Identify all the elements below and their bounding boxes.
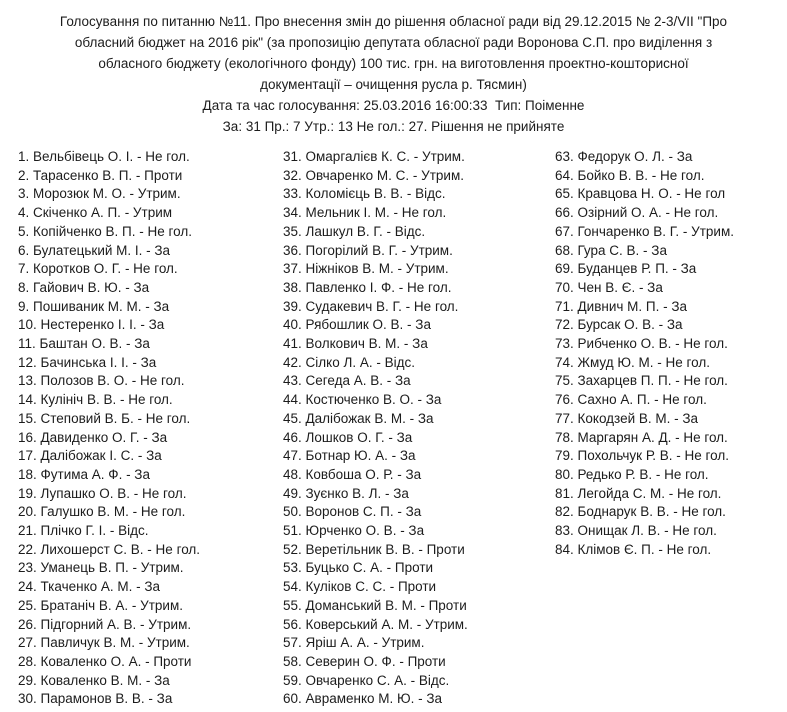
title-line-1: Голосування по питанню №11. Про внесення змін до рішення обласної ради від 29.12.2015 № 2-3/VII "Про [59,14,728,29]
vote-columns [0,148,787,709]
title-line-3: обласного бюджету (екологічного фонду) 100 тис. грн. на виготовлення проектно-кошторисної [98,56,689,71]
vote-list-item: 70. Чен В. Є. - За [555,279,663,295]
vote-list-item: 20. Галушко В. М. - Не гол. [18,504,186,520]
vote-list-item: 56. Коверський А. М. - Утрим. [283,616,468,632]
vote-list-item: 9. Пошиваник М. М. - За [18,298,170,314]
vote-list-item: 13. Полозов В. О. - Не гол. [18,373,185,389]
vote-list-item: 66. Озірний О. А. - Не гол. [555,205,719,221]
vote-column-2 [283,148,555,709]
title-line-4: документації – очищення русла р. Тясмин) [260,77,527,92]
vote-list-item: 45. Далібожак В. М. - За [283,410,434,426]
vote-list-item: 8. Гайович В. Ю. - За [18,279,150,295]
vote-list-item: 78. Маргарян А. Д. - Не гол. [555,429,728,445]
vote-list-item: 25. Братаніч В. А. - Утрим. [18,597,183,613]
datetime-line: Дата та час голосування: 25.03.2016 16:00:33 Тип: Поіменне [202,98,585,113]
vote-list-item: 68. Гура С. В. - За [555,242,667,258]
vote-list-item: 46. Лошков О. Г. - За [283,429,413,445]
vote-list-item: 16. Давиденко О. Г. - За [18,429,168,445]
vote-list-item: 83. Онищак Л. В. - Не гол. [555,523,717,539]
document-header [0,0,787,137]
vote-column-1 [18,148,283,709]
vote-list-item: 84. Клімов Є. П. - Не гол. [555,541,712,557]
vote-list-item: 11. Баштан О. В. - За [18,336,150,352]
vote-list-item: 10. Нестеренко І. І. - За [18,317,165,333]
vote-list-item: 51. Юрченко О. В. - За [283,523,425,539]
vote-list-item: 29. Коваленко В. М. - За [18,672,170,688]
vote-list-item: 6. Булатецький М. І. - За [18,242,171,258]
vote-list-item: 28. Коваленко О. А. - Проти [18,653,192,669]
vote-list-item: 30. Парамонов В. В. - За [18,691,173,707]
vote-list-item: 52. Веретільник В. В. - Проти [283,541,465,557]
vote-list-item: 33. Коломієць В. В. - Відс. [283,186,446,202]
vote-list-item: 81. Легойда С. М. - Не гол. [555,485,722,501]
vote-list-item: 24. Ткаченко А. М. - За [18,579,161,595]
vote-list-item: 58. Северин О. Ф. - Проти [283,653,446,669]
vote-list-item: 27. Павличук В. М. - Утрим. [18,635,190,651]
vote-list-item: 15. Степовий В. Б. - Не гол. [18,410,191,426]
vote-list-item: 38. Павленко І. Ф. - Не гол. [283,279,452,295]
vote-list-item: 76. Сахно А. П. - Не гол. [555,392,707,408]
vote-list-item: 18. Футима А. Ф. - За [18,466,150,482]
vote-list-item: 71. Дивнич М. П. - За [555,298,688,314]
vote-list-item: 42. Сілко Л. А. - Відс. [283,354,415,370]
vote-list-item: 53. Буцько С. А. - Проти [283,560,434,576]
vote-list-item: 77. Кокодзей В. М. - За [555,410,699,426]
vote-list-item: 43. Сегеда А. В. - За [283,373,411,389]
vote-list-item: 67. Гончаренко В. Г. - Утрим. [555,223,734,239]
vote-list-item: 79. Похольчук Р. В. - Не гол. [555,448,730,464]
vote-list-item: 63. Федорук О. Л. - За [555,149,693,164]
vote-list-item: 2. Тарасенко В. П. - Проти [18,167,183,183]
vote-list-item: 82. Боднарук В. В. - Не гол. [555,504,726,520]
vote-list-item: 59. Овчаренко С. А. - Відс. [283,672,450,688]
vote-list-item: 69. Буданцев Р. П. - За [555,261,697,277]
vote-list-item: 50. Воронов С. П. - За [283,504,422,520]
vote-list-item: 37. Ніжніков В. М. - Утрим. [283,261,449,277]
vote-list-item: 75. Захарцев П. П. - Не гол. [555,373,728,389]
vote-list-item: 44. Костюченко В. О. - За [283,392,442,408]
vote-list-item: 3. Морозюк М. О. - Утрим. [18,186,181,202]
vote-list-item: 34. Мельник І. М. - Не гол. [283,205,447,221]
vote-list-item: 80. Редько Р. В. - Не гол. [555,466,709,482]
vote-list-item: 32. Овчаренко М. С. - Утрим. [283,167,464,183]
vote-list-item: 74. Жмуд Ю. М. - Не гол. [555,354,710,370]
result-line: За: 31 Пр.: 7 Утр.: 13 Не гол.: 27. Рішення не прийняте [222,119,565,134]
vote-list-item: 17. Далібожак І. С. - За [18,448,162,464]
vote-list-item: 21. Плічко Г. І. - Відс. [18,523,149,539]
vote-list-item: 54. Куліков С. С. - Проти [283,579,437,595]
vote-list-item: 65. Кравцова Н. О. - Не гол [555,186,726,202]
vote-list-item: 31. Омаргалієв К. С. - Утрим. [283,149,465,164]
vote-list-item: 55. Доманський В. М. - Проти [283,597,467,613]
vote-list-item: 47. Ботнар Ю. А. - За [283,448,416,464]
vote-list-item: 60. Авраменко М. Ю. - За [283,691,443,707]
vote-list-item: 23. Уманець В. П. - Утрим. [18,560,184,576]
vote-list-item: 19. Лупашко О. В. - Не гол. [18,485,187,501]
vote-list-item: 35. Лашкул В. Г. - Відс. [283,223,426,239]
vote-list-item: 22. Лихошерст С. В. - Не гол. [18,541,201,557]
vote-list-item: 41. Волкович В. М. - За [283,336,428,352]
vote-list-item: 12. Бачинська І. І. - За [18,354,157,370]
vote-list-item: 64. Бойко В. В. - Не гол. [555,167,705,183]
vote-list-item: 39. Судакевич В. Г. - Не гол. [283,298,459,314]
vote-list-item: 36. Погорілий В. Г. - Утрим. [283,242,453,258]
title-line-2: обласний бюджет на 2016 рік" (за пропозицію депутата обласної ради Воронова С.П. про виділення з [74,35,713,50]
vote-list-item: 57. Яріш А. А. - Утрим. [283,635,425,651]
vote-list-item: 40. Рябошлик О. В. - За [283,317,431,333]
vote-list-item: 72. Бурсак О. В. - За [555,317,683,333]
vote-list-item: 26. Підгорний А. В. - Утрим. [18,616,192,632]
vote-list-item: 4. Скіченко А. П. - Утрим [18,205,173,221]
vote-list-item: 1. Вельбівець О. І. - Не гол. [18,149,190,164]
vote-list-item: 48. Ковбоша О. Р. - За [283,466,422,482]
vote-list-item: 14. Кулініч В. В. - Не гол. [18,392,173,408]
vote-list-item: 5. Копійченко В. П. - Не гол. [18,223,192,239]
vote-list-item: 49. Зуєнко В. Л. - За [283,485,409,501]
vote-column-3 [555,148,780,709]
vote-list-item: 7. Коротков О. Г. - Не гол. [18,261,178,277]
vote-list-item: 73. Рибченко О. В. - Не гол. [555,336,728,352]
